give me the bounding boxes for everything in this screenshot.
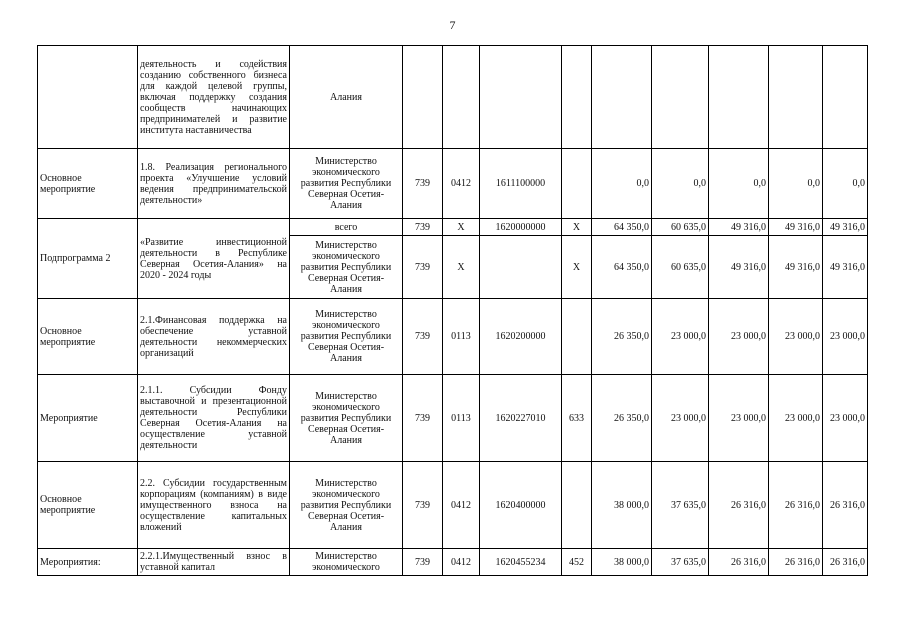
grbs-cell: 739	[403, 236, 443, 299]
grbs-cell: 739	[403, 375, 443, 462]
rz-cell: 0412	[443, 462, 480, 549]
rz-cell: Х	[443, 236, 480, 299]
amount-2021-cell: 60 635,0	[652, 236, 709, 299]
amount-2024-cell: 49 316,0	[823, 236, 868, 299]
row-name-cell: 2.1.Финансовая поддержка на обеспечение уставной деятельности некоммерческих организаций	[138, 299, 290, 375]
csr-cell	[480, 236, 562, 299]
table-row	[38, 149, 868, 219]
table-row	[38, 375, 868, 462]
amount-2023-cell: 23 000,0	[769, 299, 823, 375]
row-executor-cell: Министерство экономического	[290, 549, 403, 576]
row-executor-cell: Министерство экономического развития Республики Северная Осетия-Алания	[290, 149, 403, 219]
row-name-cell: 2.1.1. Субсидии Фонду выставочной и презентационной деятельности Республики Северная Осетия-Алания на осуществление уставной деятельности	[138, 375, 290, 462]
budget-table	[37, 45, 868, 576]
amount-2022-cell: 26 316,0	[709, 549, 769, 576]
amount-2021-cell: 37 635,0	[652, 549, 709, 576]
amount-2023-cell: 49 316,0	[769, 236, 823, 299]
amount-2021-cell: 60 635,0	[652, 219, 709, 236]
row-type-cell: Мероприятия:	[38, 549, 138, 576]
row-name-cell: «Развитие инвестиционной деятельности в Республике Северная Осетия-Алания» на 2020 - 2024 годы	[138, 219, 290, 299]
row-executor-cell: Министерство экономического развития Республики Северная Осетия-Алания	[290, 299, 403, 375]
vr-cell: 452	[562, 549, 592, 576]
rz-cell: Х	[443, 219, 480, 236]
amount-2024-cell: 26 316,0	[823, 462, 868, 549]
vr-cell	[562, 299, 592, 375]
rz-cell: 0412	[443, 549, 480, 576]
amount-2024-cell: 0,0	[823, 149, 868, 219]
amount-2023-cell: 49 316,0	[769, 219, 823, 236]
amount-2023-cell: 23 000,0	[769, 375, 823, 462]
csr-cell: 1620000000	[480, 219, 562, 236]
row-name-cell: 1.8. Реализация регионального проекта «Улучшение условий ведения предпринимательской деятельности»	[138, 149, 290, 219]
amount-2020-cell: 64 350,0	[592, 236, 652, 299]
row-name-cell: 2.2.1.Имущественный взнос в уставной капитал	[138, 549, 290, 576]
table-row	[38, 219, 868, 236]
row-executor-cell: Алания	[290, 46, 403, 149]
amount-2024-cell: 23 000,0	[823, 299, 868, 375]
grbs-cell: 739	[403, 549, 443, 576]
amount-2021-cell: 0,0	[652, 149, 709, 219]
amount-2020-cell: 26 350,0	[592, 299, 652, 375]
amount-2022-cell: 49 316,0	[709, 236, 769, 299]
table-row	[38, 549, 868, 576]
amount-2022-cell: 49 316,0	[709, 219, 769, 236]
amount-2022-cell: 23 000,0	[709, 375, 769, 462]
csr-cell: 1620200000	[480, 299, 562, 375]
amount-2022-cell: 23 000,0	[709, 299, 769, 375]
amount-2023-cell: 26 316,0	[769, 549, 823, 576]
row-type-cell: Основное мероприятие	[38, 462, 138, 549]
amount-2021-cell	[652, 46, 709, 149]
csr-cell: 1620455234	[480, 549, 562, 576]
amount-2020-cell: 38 000,0	[592, 462, 652, 549]
page-number: 7	[449, 18, 456, 32]
row-type-cell: Основное мероприятие	[38, 149, 138, 219]
row-type-cell: Основное мероприятие	[38, 299, 138, 375]
rz-cell: 0113	[443, 299, 480, 375]
vr-cell: Х	[562, 219, 592, 236]
grbs-cell: 739	[403, 299, 443, 375]
csr-cell: 1620227010	[480, 375, 562, 462]
amount-2024-cell: 49 316,0	[823, 219, 868, 236]
amount-2020-cell: 38 000,0	[592, 549, 652, 576]
grbs-cell: 739	[403, 462, 443, 549]
amount-2023-cell: 0,0	[769, 149, 823, 219]
row-type-cell: Мероприятие	[38, 375, 138, 462]
amount-2020-cell: 0,0	[592, 149, 652, 219]
grbs-cell	[403, 46, 443, 149]
amount-2022-cell: 0,0	[709, 149, 769, 219]
amount-2023-cell	[769, 46, 823, 149]
row-type-cell	[38, 46, 138, 149]
amount-2020-cell: 64 350,0	[592, 219, 652, 236]
vr-cell	[562, 46, 592, 149]
amount-2024-cell: 23 000,0	[823, 375, 868, 462]
row-type-cell: Подпрограмма 2	[38, 219, 138, 299]
rz-cell: 0412	[443, 149, 480, 219]
amount-2021-cell: 23 000,0	[652, 299, 709, 375]
amount-2024-cell	[823, 46, 868, 149]
csr-cell: 1620400000	[480, 462, 562, 549]
row-executor-cell: Министерство экономического развития Республики Северная Осетия-Алания	[290, 236, 403, 299]
row-executor-cell: Министерство экономического развития Республики Северная Осетия-Алания	[290, 375, 403, 462]
row-executor-cell: Министерство экономического развития Республики Северная Осетия-Алания	[290, 462, 403, 549]
row-executor-total-cell: всего	[290, 219, 403, 236]
rz-cell	[443, 46, 480, 149]
row-name-cell: 2.2. Субсидии государственным корпорациям (компаниям) в виде имущественного взноса на осуществление капитальных вложений	[138, 462, 290, 549]
vr-cell: 633	[562, 375, 592, 462]
grbs-cell: 739	[403, 219, 443, 236]
amount-2024-cell: 26 316,0	[823, 549, 868, 576]
grbs-cell: 739	[403, 149, 443, 219]
amount-2020-cell	[592, 46, 652, 149]
amount-2023-cell: 26 316,0	[769, 462, 823, 549]
vr-cell: Х	[562, 236, 592, 299]
vr-cell	[562, 462, 592, 549]
rz-cell: 0113	[443, 375, 480, 462]
row-name-cell: деятельность и содействия созданию собственного бизнеса для каждой целевой группы, включая поддержку создания сообществ начинающих предпринимателей и развитие института наставничества	[138, 46, 290, 149]
table-row	[38, 462, 868, 549]
csr-cell: 1611100000	[480, 149, 562, 219]
amount-2021-cell: 37 635,0	[652, 462, 709, 549]
table-row	[38, 299, 868, 375]
amount-2022-cell: 26 316,0	[709, 462, 769, 549]
vr-cell	[562, 149, 592, 219]
amount-2022-cell	[709, 46, 769, 149]
csr-cell	[480, 46, 562, 149]
amount-2020-cell: 26 350,0	[592, 375, 652, 462]
amount-2021-cell: 23 000,0	[652, 375, 709, 462]
table-row	[38, 46, 868, 149]
